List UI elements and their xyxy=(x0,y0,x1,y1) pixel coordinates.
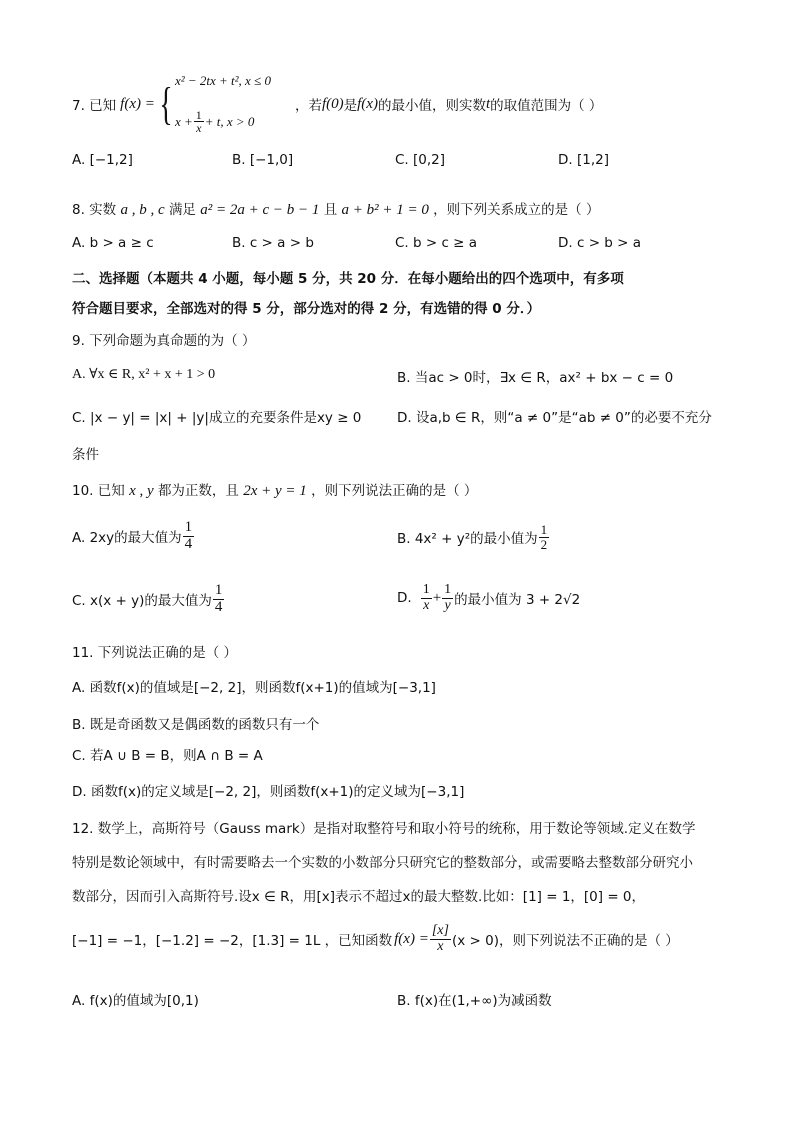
q8-stem xyxy=(72,198,599,219)
q10-c-frac-n: 1 xyxy=(214,582,223,598)
q10-stem-post: ，则下列说法正确的是（ ） xyxy=(311,483,478,499)
q7-number: 7. 已知 xyxy=(72,98,117,114)
q10-option-a-text: A. 2xy的最大值为 xyxy=(72,530,182,547)
q8-eq2: a + b² + 1 = 0 xyxy=(341,202,429,218)
q8-mid: 满足 xyxy=(168,202,196,218)
q10-a-frac-d: 4 xyxy=(184,535,193,552)
q11-option-a: A. 函数f(x)的值域是[−2, 2]，则函数f(x+1)的值域为[−3,1] xyxy=(72,680,436,696)
q8-option-c: C. b > c ≥ a xyxy=(395,235,478,251)
q12-option-b: B. f(x)在(1,+∞)为减函数 xyxy=(397,993,552,1009)
q10-d-frac2-d: y xyxy=(444,597,451,613)
q8-and: 且 xyxy=(323,202,338,218)
q11-option-c: C. 若A ∪ B = B，则A ∩ B = A xyxy=(72,748,263,764)
q10-stem-mid: 都为正数，且 xyxy=(157,483,239,499)
q12-line3: 数部分，因而引入高斯符号.设x ∈ R，用[x]表示不超过x的最大整数.比如：[1] = 1，[0] = 0， xyxy=(72,889,646,905)
q10-option-d xyxy=(397,583,580,613)
q7-text3: 的最小值，则实数 xyxy=(377,98,486,114)
q7-case2-post: + t, x > 0 xyxy=(204,113,255,129)
q12-line4 xyxy=(72,924,679,954)
q10-stem-eq: 2x + y = 1 xyxy=(243,483,307,499)
q7-case2-pre: x + xyxy=(174,113,193,129)
q10-option-b-text: B. 4x² + y²的最小值为 xyxy=(397,531,538,548)
q9-option-d-cont: 条件 xyxy=(72,447,99,463)
q11-stem: 11. 下列说法正确的是（ ） xyxy=(72,645,238,661)
q12-line4-post: (x > 0)，则下列说法不正确的是（ ） xyxy=(451,933,679,950)
q12-line1: 12. 数学上，高斯符号（Gauss mark）是指对取整符号和取小符号的统称，用于数论等领域.定义在数学 xyxy=(72,821,696,837)
q8-vars: a , b , c xyxy=(120,202,165,218)
q11-option-b: B. 既是奇函数又是偶函数的函数只有一个 xyxy=(72,717,320,733)
q12-frac-d: x xyxy=(437,938,444,954)
q7-option-c: C. [0,2] xyxy=(395,152,446,168)
q7-option-a: A. [−1,2] xyxy=(72,152,133,168)
q8-pre: 8. 实数 xyxy=(72,202,117,218)
q10-d-frac1-n: 1 xyxy=(422,582,430,597)
q10-option-b xyxy=(397,523,550,551)
q12-option-a: A. f(x)的值域为[0,1) xyxy=(72,993,199,1009)
q10-b-frac-d: 2 xyxy=(540,536,548,552)
q7-brace: { xyxy=(159,78,173,129)
section2-line1: 二、选择题（本题共 4 小题，每小题 5 分，共 20 分．在每小题给出的四个选项中，有多项 xyxy=(72,271,624,287)
q10-stem xyxy=(72,479,477,500)
q9-option-b: B. 当ac > 0时，∃x ∈ R，ax² + bx − c = 0 xyxy=(397,370,674,386)
q10-option-a xyxy=(72,520,195,553)
q7-option-d: D. [1,2] xyxy=(558,152,609,168)
q12-line2: 特别是数论领域中，有时需要略去一个实数的小数部分只研究它的整数部分，或需要略去整数部分研究小 xyxy=(72,855,693,871)
section2-line2: 符合题目要求，全部选对的得 5 分，部分选对的得 2 分，有选错的得 0 分．） xyxy=(72,301,541,317)
q7-case1: x² − 2tx + t², x ≤ 0 xyxy=(174,73,271,88)
q8-eq1: a² = 2a + c − b − 1 xyxy=(200,202,320,218)
q10-a-frac-n: 1 xyxy=(184,519,193,535)
q7-text4: 的取值范围为（ ） xyxy=(490,98,603,114)
q10-d-plus: + xyxy=(432,589,442,606)
q7-text2: 是 xyxy=(343,98,358,114)
q7-text1: ，若 xyxy=(294,98,322,114)
q7-t: t xyxy=(485,95,491,112)
q12-line4-fx: f(x) = xyxy=(394,930,429,947)
q10-b-frac-n: 1 xyxy=(540,522,548,537)
q8-option-b: B. c > a > b xyxy=(232,235,314,251)
q7-f0: f(0) xyxy=(321,95,344,112)
q10-d-frac2-n: 1 xyxy=(444,582,452,597)
q10-option-c-text: C. x(x + y)的最大值为 xyxy=(72,593,212,610)
q10-stem-pre: 10. 已知 xyxy=(72,483,125,499)
q12-line4-pre: [−1] = −1，[−1.2] = −2，[1.3] = 1L ，已知函数 xyxy=(72,933,393,950)
q7-case2-frac-d: x xyxy=(196,121,202,136)
q10-option-c xyxy=(72,583,225,616)
q8-post: ，则下列关系成立的是（ ） xyxy=(433,202,600,218)
q12-frac-n: [x] xyxy=(431,923,449,938)
q8-option-d: D. c > b > a xyxy=(558,235,642,251)
q9-option-d: D. 设a,b ∈ R，则“a ≠ 0”是“ab ≠ 0”的必要不充分 xyxy=(397,410,712,426)
q8-option-a: A. b > a ≥ c xyxy=(72,235,154,251)
q9-option-a: A. ∀x ∈ R, x² + x + 1 > 0 xyxy=(72,367,216,382)
q7-fx2: f(x) xyxy=(357,95,378,112)
q7-option-b: B. [−1,0] xyxy=(232,152,294,168)
q9-stem: 9. 下列命题为真命题的为（ ） xyxy=(72,333,256,349)
q7-stem xyxy=(72,70,602,138)
q9-option-c: C. |x − y| = |x| + |y|成立的充要条件是xy ≥ 0 xyxy=(72,410,362,426)
q7-fx: f(x) = xyxy=(120,95,155,112)
q7-case2-frac-n: 1 xyxy=(195,107,202,122)
q11-option-d: D. 函数f(x)的定义域是[−2, 2]，则函数f(x+1)的定义域为[−3,1] xyxy=(72,784,465,800)
q10-c-frac-d: 4 xyxy=(214,598,223,615)
q10-option-d-label: D. xyxy=(397,590,412,607)
q10-option-d-text: 的最小值为 3 + 2√2 xyxy=(454,592,581,609)
q10-d-frac1-d: x xyxy=(423,597,430,613)
q10-stem-vars: x , y xyxy=(129,483,154,499)
